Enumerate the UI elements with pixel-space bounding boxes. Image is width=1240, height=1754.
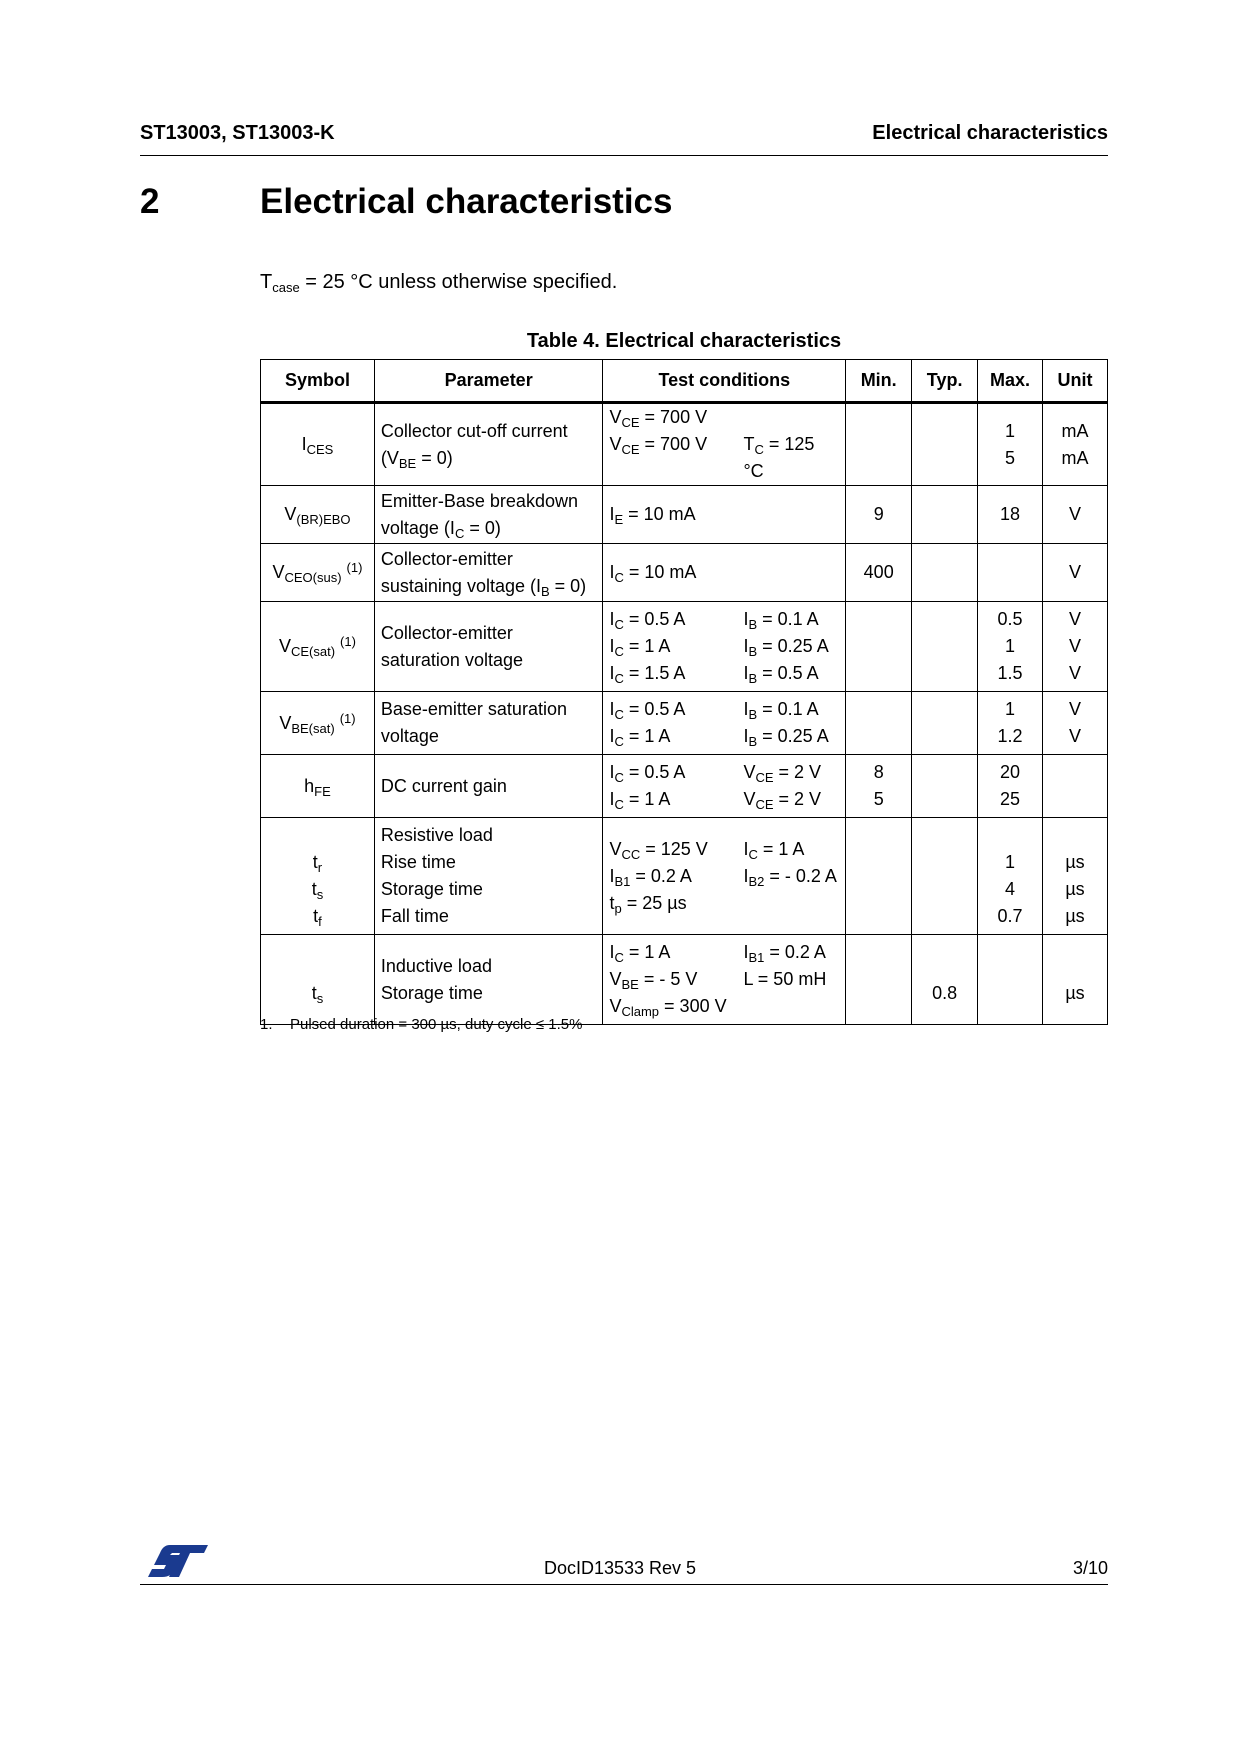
header-max: Max. [978, 360, 1043, 403]
typ-cell [912, 486, 978, 544]
symbol-cell: $h_{FE}$ [261, 755, 375, 818]
footer-rule [140, 1584, 1108, 1585]
conditions-cell: $V_{CE} = 700$ V $V_{CE} = 700$ V $T_C = 125$ °C [603, 403, 846, 486]
conditions-cell: $I_C = 1$ A $I_{B1} = 0.2$ A $V_{BE}$ = - 5 V L = 50 mH $V_{Clamp} = 300$ V [603, 935, 846, 1025]
section-title: Electrical characteristics [260, 182, 673, 221]
conditions-cell: $I_E = 10$ mA [603, 486, 846, 544]
parameter-cell: DC current gain [374, 755, 603, 818]
conditions-cell: $V_{CC} = 125$ V $I_C = 1$ A $I_{B1} = 0.2$ A $I_{B2}$ = - 0.2 A $t_p = 25$ µs [603, 818, 846, 935]
max-cell: 20 25 [978, 755, 1043, 818]
symbol-cell: $V_{CEO(sus)}$ $^{(1)}$ [261, 544, 375, 602]
symbol-cell: $I_{CES}$ [261, 403, 375, 486]
conditions-cell: $I_C = 0.5$ A $V_{CE} = 2$ V $I_C = 1$ A $V_{CE} = 2$ V [603, 755, 846, 818]
min-cell [846, 818, 912, 935]
unit-cell: µs [1043, 935, 1108, 1025]
table-row [261, 486, 1108, 544]
table-row [261, 818, 1108, 935]
typ-cell [912, 544, 978, 602]
table-row [261, 544, 1108, 602]
min-cell: 8 5 [846, 755, 912, 818]
symbol-cell: $t_s$ [261, 935, 375, 1025]
unit-cell [1043, 755, 1108, 818]
unit-cell: V V [1043, 692, 1108, 755]
conditions-cell: $I_C = 0.5$ A $I_B = 0.1$ A $I_C = 1$ A $I_B = 0.25$ A $I_C = 1.5$ A $I_B = 0.5$ A [603, 602, 846, 692]
max-cell: 18 [978, 486, 1043, 544]
min-cell [846, 692, 912, 755]
table-row [261, 403, 1108, 486]
unit-cell: V V V [1043, 602, 1108, 692]
parameter-cell: Collector cut-off current $(V_{BE} = 0)$ [374, 403, 603, 486]
header-rule [140, 155, 1108, 156]
table-row [261, 692, 1108, 755]
parameter-cell: Base-emitter saturation voltage [374, 692, 603, 755]
electrical-characteristics-table [260, 359, 1108, 1025]
section-number: 2 [140, 182, 160, 221]
min-cell [846, 403, 912, 486]
unit-cell: V [1043, 544, 1108, 602]
header-typ: Typ. [912, 360, 978, 403]
symbol-cell: $V_{(BR)EBO}$ [261, 486, 375, 544]
unit-cell: V [1043, 486, 1108, 544]
table-row [261, 755, 1108, 818]
table-caption: Table 4. Electrical characteristics [526, 330, 842, 352]
max-cell: 1 4 0.7 [978, 818, 1043, 935]
parameter-cell: Inductive load Storage time [374, 935, 603, 1025]
min-cell [846, 935, 912, 1025]
header-product-name: ST13003, ST13003-K [140, 122, 335, 144]
typ-cell [912, 755, 978, 818]
table-header-row [261, 360, 1108, 403]
header-test-conditions: Test conditions [603, 360, 846, 403]
max-cell: 1 5 [978, 403, 1043, 486]
table-row [261, 935, 1108, 1025]
header-unit: Unit [1043, 360, 1108, 403]
max-cell: 0.5 1 1.5 [978, 602, 1043, 692]
min-cell: 400 [846, 544, 912, 602]
parameter-cell: Collector-emitter saturation voltage [374, 602, 603, 692]
intro-text: $T_{case} = 25$ °C unless otherwise specified. [260, 271, 618, 295]
max-cell: 1 1.2 [978, 692, 1043, 755]
max-cell [978, 935, 1043, 1025]
unit-cell: mA mA [1043, 403, 1108, 486]
parameter-cell: Resistive load Rise time Storage time Fall time [374, 818, 603, 935]
symbol-cell: $V_{CE(sat)}$ $^{(1)}$ [261, 602, 375, 692]
conditions-cell: $I_C = 0.5$ A $I_B = 0.1$ A $I_C = 1$ A $I_B = 0.25$ A [603, 692, 846, 755]
header-section-name: Electrical characteristics [872, 122, 1108, 144]
max-cell [978, 544, 1043, 602]
conditions-cell: $I_C = 10$ mA [603, 544, 846, 602]
symbol-cell: $V_{BE(sat)}$ $^{(1)}$ [261, 692, 375, 755]
min-cell: 9 [846, 486, 912, 544]
header-parameter: Parameter [374, 360, 603, 403]
typ-cell [912, 692, 978, 755]
header-min: Min. [846, 360, 912, 403]
footer-doc-id: DocID13533 Rev 5 [543, 1558, 697, 1578]
typ-cell [912, 818, 978, 935]
unit-cell: µs µs µs [1043, 818, 1108, 935]
symbol-cell: $t_r$ $t_s$ $t_f$ [261, 818, 375, 935]
table-footnote: 1. Pulsed duration = 300 µs, duty cycle ≤ 1.5% [260, 1016, 583, 1033]
typ-cell: 0.8 [912, 935, 978, 1025]
table-row [261, 602, 1108, 692]
header-symbol: Symbol [261, 360, 375, 403]
typ-cell [912, 403, 978, 486]
parameter-cell: Emitter-Base breakdown voltage $(I_C = 0)$ [374, 486, 603, 544]
typ-cell [912, 602, 978, 692]
parameter-cell: Collector-emitter sustaining voltage $(I_B = 0)$ [374, 544, 603, 602]
footer-page-number: 3/10 [1072, 1558, 1108, 1578]
min-cell [846, 602, 912, 692]
